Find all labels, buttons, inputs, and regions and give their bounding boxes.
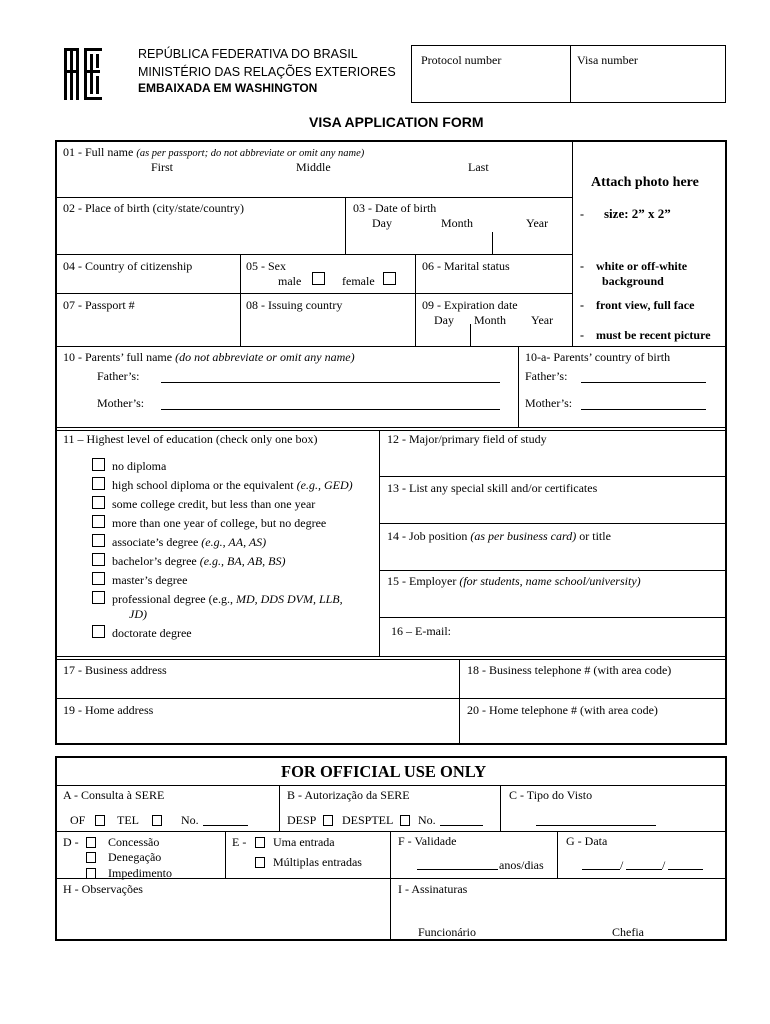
desp-checkbox[interactable] bbox=[323, 815, 333, 826]
expiration-date-field[interactable]: 09 - Expiration date bbox=[422, 298, 518, 312]
of-label: OF bbox=[70, 813, 86, 827]
edu-checkbox-master[interactable] bbox=[92, 572, 105, 585]
autorizacao-sere-label: B - Autorização da SERE bbox=[287, 788, 410, 802]
tel-checkbox[interactable] bbox=[152, 815, 162, 826]
uma-entrada-checkbox[interactable] bbox=[255, 837, 265, 848]
mother-name-input[interactable] bbox=[161, 409, 500, 410]
autorizacao-no-label: No. bbox=[418, 813, 436, 827]
photo-white: white or off-white bbox=[596, 259, 688, 273]
desptel-label: DESPTEL bbox=[342, 813, 394, 827]
of-checkbox[interactable] bbox=[95, 815, 105, 826]
denegacao-label: Denegação bbox=[108, 850, 162, 864]
exp-month: Month bbox=[474, 313, 507, 327]
photo-dash-3: - bbox=[580, 298, 584, 312]
sex-female-checkbox[interactable] bbox=[383, 272, 396, 285]
full-name-last: Last bbox=[468, 160, 489, 174]
edu-checkbox-some-college[interactable] bbox=[92, 496, 105, 509]
concessao-label: Concessão bbox=[108, 835, 160, 849]
photo-dash-4: - bbox=[580, 328, 584, 342]
edu-option-high-school-eg: (e.g., GED) bbox=[296, 478, 353, 492]
photo-size: size: 2” x 2” bbox=[604, 206, 671, 221]
data-month-input[interactable] bbox=[626, 869, 662, 870]
date-of-birth-field[interactable]: 03 - Date of birth bbox=[353, 201, 437, 215]
edu-option-bachelor bbox=[112, 554, 286, 569]
edu-option-professional bbox=[112, 592, 343, 607]
e-label: E - bbox=[232, 835, 247, 849]
home-phone-field[interactable]: 20 - Home telephone # (with area code) bbox=[467, 703, 658, 717]
uma-entrada-label: Uma entrada bbox=[273, 835, 335, 849]
photo-dash-1: - bbox=[580, 207, 584, 221]
tipo-visto-input[interactable] bbox=[536, 825, 656, 826]
edu-option-doctorate: doctorate degree bbox=[112, 626, 192, 640]
parents-name-note: (do not abbreviate or omit any name) bbox=[175, 350, 355, 364]
employer-label: 15 - Employer bbox=[387, 574, 457, 588]
parents-country-label: 10-a- Parents’ country of birth bbox=[525, 350, 671, 364]
embassy-logo-graphic bbox=[63, 46, 103, 102]
edu-option-associate bbox=[112, 535, 266, 550]
edu-option-professional-jd: JD) bbox=[129, 607, 147, 621]
edu-option-associate-text: associate’s degree bbox=[112, 535, 199, 549]
photo-recent: must be recent picture bbox=[596, 328, 711, 342]
job-position-note: (as per business card) bbox=[470, 529, 577, 543]
funcionario-signature[interactable]: Funcionário bbox=[418, 925, 476, 939]
impedimento-checkbox[interactable] bbox=[86, 868, 96, 879]
job-position-tail: or title bbox=[579, 529, 611, 543]
business-phone-field[interactable]: 18 - Business telephone # (with area code) bbox=[467, 663, 672, 677]
sex-label: 05 - Sex bbox=[246, 259, 286, 273]
data-year-input[interactable] bbox=[668, 869, 703, 870]
mother-country-input[interactable] bbox=[581, 409, 706, 410]
header-line-2: MINISTÉRIO DAS RELAÇÕES EXTERIORES bbox=[138, 65, 396, 79]
official-use-title: FOR OFFICIAL USE ONLY bbox=[281, 762, 487, 781]
edu-option-professional-eg: MD, DDS DVM, LLB, bbox=[235, 592, 343, 606]
denegacao-checkbox[interactable] bbox=[86, 852, 96, 863]
edu-checkbox-bachelor[interactable] bbox=[92, 553, 105, 566]
photo-dash-2: - bbox=[580, 259, 584, 273]
visa-number-field[interactable]: Visa number bbox=[577, 53, 638, 67]
edu-checkbox-associate[interactable] bbox=[92, 534, 105, 547]
tipo-visto-label: C - Tipo do Visto bbox=[509, 788, 593, 802]
edu-option-bachelor-eg: (e.g., BA, AB, BS) bbox=[199, 554, 286, 568]
sex-female-label: female bbox=[342, 274, 375, 288]
edu-checkbox-high-school[interactable] bbox=[92, 477, 105, 490]
mother-name-label: Mother’s: bbox=[97, 396, 145, 410]
edu-option-bachelor-text: bachelor’s degree bbox=[112, 554, 197, 568]
dob-month: Month bbox=[441, 216, 474, 230]
sex-male-label: male bbox=[278, 274, 302, 288]
edu-option-no-diploma: no diploma bbox=[112, 459, 167, 473]
full-name-label: 01 - Full name bbox=[63, 145, 134, 159]
multiplas-entradas-label: Múltiplas entradas bbox=[273, 855, 362, 869]
edu-option-some-college: some college credit, but less than one year bbox=[112, 497, 316, 511]
desp-label: DESP bbox=[287, 813, 317, 827]
full-name-middle: Middle bbox=[296, 160, 331, 174]
chefia-signature[interactable]: Chefia bbox=[612, 925, 644, 939]
data-label: G - Data bbox=[566, 834, 608, 848]
desptel-checkbox[interactable] bbox=[400, 815, 410, 826]
concessao-checkbox[interactable] bbox=[86, 837, 96, 848]
data-day-input[interactable] bbox=[582, 869, 620, 870]
header-line-1: REPÚBLICA FEDERATIVA DO BRASIL bbox=[138, 47, 358, 61]
exp-year: Year bbox=[531, 313, 554, 327]
observacoes-field[interactable]: H - Observações bbox=[63, 882, 143, 896]
marital-status-field[interactable]: 06 - Marital status bbox=[422, 259, 510, 273]
anos-dias-label: anos/dias bbox=[499, 858, 544, 872]
mother-country-label: Mother’s: bbox=[525, 396, 573, 410]
photo-background: background bbox=[602, 274, 664, 288]
photo-title: Attach photo here bbox=[591, 175, 699, 190]
autorizacao-no-input[interactable] bbox=[440, 825, 483, 826]
father-country-label: Father’s: bbox=[525, 369, 568, 383]
consulta-no-input[interactable] bbox=[203, 825, 248, 826]
email-field[interactable]: 16 – E-mail: bbox=[391, 624, 451, 638]
employer-field[interactable] bbox=[387, 574, 641, 589]
issuing-country-field[interactable]: 08 - Issuing country bbox=[246, 298, 343, 312]
dob-year: Year bbox=[526, 216, 549, 230]
employer-note: (for students, name school/university) bbox=[459, 574, 641, 588]
parents-name-heading bbox=[63, 350, 355, 365]
full-name-note: (as per passport; do not abbreviate or omit any name) bbox=[136, 148, 365, 159]
validade-input[interactable] bbox=[417, 869, 498, 870]
edu-option-professional-text: professional degree (e.g., bbox=[112, 592, 233, 606]
home-address-field[interactable]: 19 - Home address bbox=[63, 703, 154, 717]
d-label: D - bbox=[63, 835, 79, 849]
edu-checkbox-more-than-one-year[interactable] bbox=[92, 515, 105, 528]
photo-front: front view, full face bbox=[596, 298, 695, 312]
business-address-field[interactable]: 17 - Business address bbox=[63, 663, 167, 677]
edu-checkbox-professional[interactable] bbox=[92, 591, 105, 604]
multiplas-entradas-checkbox[interactable] bbox=[255, 857, 265, 868]
tel-label: TEL bbox=[117, 813, 139, 827]
exp-day: Day bbox=[434, 313, 454, 327]
embassy-logo bbox=[63, 46, 103, 102]
father-name-input[interactable] bbox=[161, 382, 500, 383]
protocol-number-field[interactable]: Protocol number bbox=[421, 53, 502, 67]
assinaturas-label: I - Assinaturas bbox=[398, 882, 468, 896]
father-country-input[interactable] bbox=[581, 382, 706, 383]
citizenship-field[interactable]: 04 - Country of citizenship bbox=[63, 259, 193, 273]
passport-number-field[interactable]: 07 - Passport # bbox=[63, 298, 135, 312]
dob-day: Day bbox=[372, 216, 392, 230]
place-of-birth-field[interactable]: 02 - Place of birth (city/state/country) bbox=[63, 201, 244, 215]
parents-name-label: 10 - Parents’ full name bbox=[63, 350, 173, 364]
job-position-label: 14 - Job position bbox=[387, 529, 468, 543]
edu-option-high-school-text: high school diploma or the equivalent bbox=[112, 478, 294, 492]
full-name-first: First bbox=[151, 160, 174, 174]
edu-option-high-school bbox=[112, 478, 353, 493]
validade-label: F - Validade bbox=[398, 834, 457, 848]
edu-checkbox-no-diploma[interactable] bbox=[92, 458, 105, 471]
consulta-sere-label: A - Consulta à SERE bbox=[63, 788, 165, 802]
edu-option-more-than-one-year: more than one year of college, but no degree bbox=[112, 516, 327, 530]
impedimento-label: Impedimento bbox=[108, 866, 172, 880]
full-name-field[interactable] bbox=[63, 145, 364, 160]
data-slash-1: / bbox=[620, 858, 624, 872]
form-title: VISA APPLICATION FORM bbox=[309, 114, 484, 130]
header-line-3: EMBAIXADA EM WASHINGTON bbox=[138, 81, 318, 95]
job-position-field[interactable] bbox=[387, 529, 611, 544]
education-label: 11 – Highest level of education (check only one box) bbox=[63, 432, 318, 446]
edu-checkbox-doctorate[interactable] bbox=[92, 625, 105, 638]
edu-option-master: master’s degree bbox=[112, 573, 188, 587]
data-slash-2: / bbox=[662, 858, 666, 872]
father-name-label: Father’s: bbox=[97, 369, 140, 383]
skills-field[interactable]: 13 - List any special skill and/or certificates bbox=[387, 481, 598, 495]
edu-option-associate-eg: (e.g., AA, AS) bbox=[201, 535, 267, 549]
sex-male-checkbox[interactable] bbox=[312, 272, 325, 285]
field-of-study-field[interactable]: 12 - Major/primary field of study bbox=[387, 432, 547, 446]
consulta-no-label: No. bbox=[181, 813, 199, 827]
